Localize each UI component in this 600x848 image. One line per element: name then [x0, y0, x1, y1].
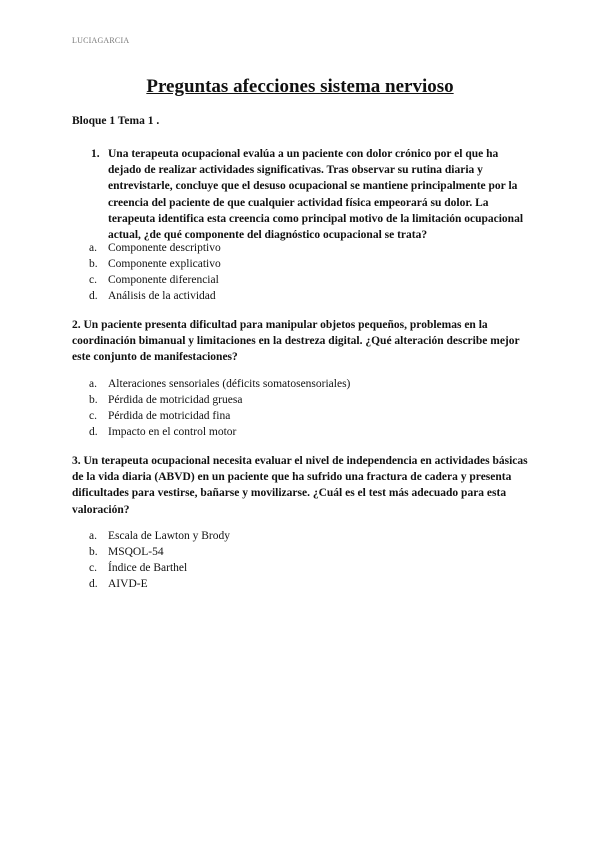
question-1 [91, 146, 531, 243]
option-item [89, 544, 230, 560]
page-title: Preguntas afecciones sistema nervioso [146, 76, 454, 97]
option-text: MSQOL-54 [108, 546, 164, 559]
option-letter: d. [89, 578, 98, 591]
option-letter: a. [89, 378, 97, 390]
option-letter: b. [89, 394, 98, 407]
option-text: Análisis de la actividad [108, 290, 216, 303]
option-text: Componente explicativo [108, 258, 221, 271]
question-1-number: 1. [91, 148, 100, 160]
option-item [89, 528, 230, 544]
option-item [89, 424, 350, 440]
question-2-options [89, 376, 350, 440]
option-letter: d. [89, 290, 98, 303]
option-letter: a. [89, 242, 97, 254]
option-text: Componente descriptivo [108, 242, 221, 254]
block-label: Bloque 1 Tema 1 . [72, 115, 160, 127]
option-text: Impacto en el control motor [108, 426, 237, 439]
option-item [89, 560, 230, 576]
option-letter: b. [89, 546, 98, 559]
author-header: LUCIAGARCIA [72, 36, 130, 45]
option-item [89, 240, 221, 256]
option-letter: a. [89, 530, 97, 542]
option-letter: d. [89, 426, 98, 439]
question-3-options [89, 528, 230, 592]
option-letter: c. [89, 562, 97, 575]
option-item [89, 376, 350, 392]
option-text: AIVD-E [108, 578, 148, 591]
option-text: Índice de Barthel [108, 562, 188, 575]
option-letter: c. [89, 410, 97, 423]
question-1-text: Una terapeuta ocupacional evalúa a un paciente con dolor crónico por el que ha dejado de realizar actividades significativas. Tras observar su rutina diaria y entrevistarle, concluye que el desuso ocupacional se mantiene principalmente por la creencia del paciente de que cualquier actividad física empeorará su dolor. La terapeuta identifica esta creencia como principal motivo de la limitación ocupacional actual, ¿de qué componente del diagnóstico ocupacional se trata? [108, 148, 524, 242]
question-2-text: 2. Un paciente presenta dificultad para manipular objetos pequeños, problemas en la coordinación bimanual y limitaciones en la destreza digital. ¿Qué alteración describe mejor este conjunto de manifestaciones? [72, 319, 520, 364]
option-item [89, 288, 221, 304]
option-letter: c. [89, 274, 97, 287]
question-1-options [89, 240, 221, 304]
option-item [89, 256, 221, 272]
option-text: Pérdida de motricidad fina [108, 410, 231, 423]
option-letter: b. [89, 258, 98, 271]
option-text: Pérdida de motricidad gruesa [108, 394, 243, 407]
option-item [89, 408, 350, 424]
question-3-text: 3. Un terapeuta ocupacional necesita evaluar el nivel de independencia en actividades básicas de la vida diaria (ABVD) en un paciente que ha sufrido una fractura de cadera y presenta dificultades para vestirse, bañarse y movilizarse. ¿Cuál es el test más adecuado para esta valoración? [72, 455, 528, 516]
option-text: Escala de Lawton y Brody [108, 530, 230, 542]
option-text: Componente diferencial [108, 274, 219, 287]
option-item [89, 272, 221, 288]
option-item [89, 392, 350, 408]
option-item [89, 576, 230, 592]
option-text: Alteraciones sensoriales (déficits somatosensoriales) [108, 378, 351, 390]
